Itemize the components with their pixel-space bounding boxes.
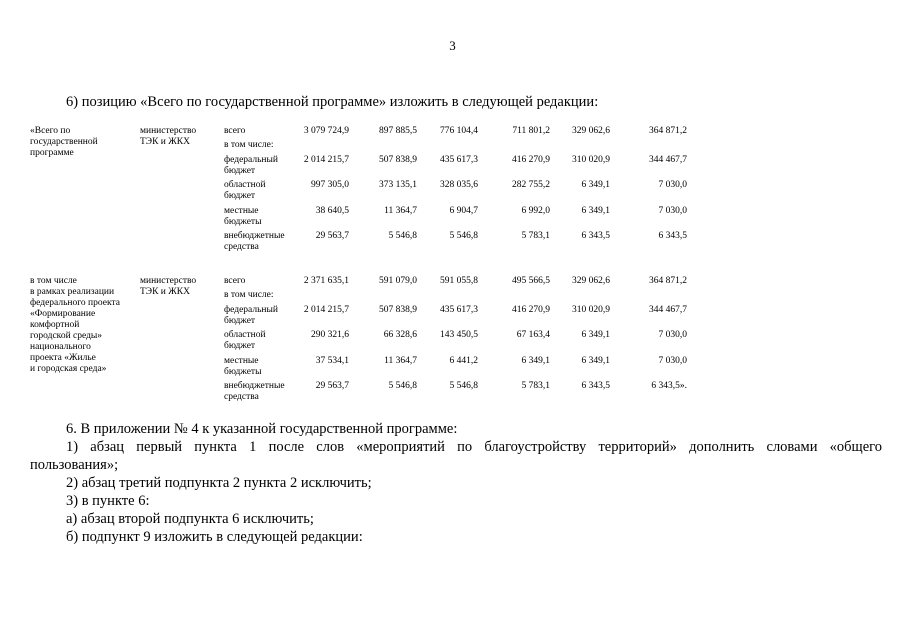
paragraph-subitem-b: б) подпункт 9 изложить в следующей редакции: (66, 529, 363, 545)
row-label: областной бюджет (224, 180, 266, 201)
value-cell: 328 035,6 (440, 180, 478, 190)
value-cell: 7 030,0 (658, 330, 687, 340)
row-label: всего (224, 276, 246, 286)
table-row (224, 231, 724, 255)
value-cell: 7 030,0 (658, 180, 687, 190)
intro-paragraph: 6) позицию «Всего по государственной программе» изложить в следующей редакции: (66, 94, 599, 110)
paragraph-subitem-2: 2) абзац третий подпункта 2 пункта 2 исключить; (66, 475, 372, 491)
row-label: в том числе: (224, 140, 274, 150)
value-cell: 997 305,0 (311, 180, 349, 190)
value-cell: 344 467,7 (649, 155, 687, 165)
row-label: местные бюджеты (224, 356, 262, 377)
value-cell: 591 079,0 (379, 276, 417, 286)
value-cell: 711 801,2 (512, 126, 550, 136)
value-cell: 344 467,7 (649, 305, 687, 315)
value-cell: 66 328,6 (383, 330, 417, 340)
table-row (224, 206, 724, 230)
row-label: федеральный бюджет (224, 305, 278, 326)
value-cell: 6 349,1 (521, 356, 550, 366)
value-cell: 6 992,0 (521, 206, 550, 216)
value-cell: 329 062,6 (572, 276, 610, 286)
value-cell: 6 441,2 (449, 356, 478, 366)
value-cell: 329 062,6 (572, 126, 610, 136)
program-name-cell: в том числе в рамках реализации федерального проекта «Формирование комфортной городской среды» национального проекта «Жилье и городская среда» (30, 276, 120, 374)
value-cell: 6 343,5 (581, 381, 610, 391)
value-cell: 37 534,1 (315, 356, 349, 366)
row-label: в том числе: (224, 290, 274, 300)
table-row (224, 381, 724, 405)
paragraph-subitem-1-line2: пользования»; (30, 457, 119, 473)
table-row (224, 356, 724, 380)
value-cell: 6 343,5 (581, 231, 610, 241)
value-cell: 6 343,5 (658, 231, 687, 241)
value-cell: 11 364,7 (384, 206, 417, 216)
paragraph-item-6: 6. В приложении № 4 к указанной государственной программе: (66, 421, 458, 437)
paragraph-subitem-3: 3) в пункте 6: (66, 493, 150, 509)
page-number: 3 (449, 38, 456, 53)
row-label: местные бюджеты (224, 206, 262, 227)
row-label: внебюджетные средства (224, 231, 285, 252)
value-cell: 6 349,1 (581, 356, 610, 366)
value-cell: 3 079 724,9 (303, 126, 349, 136)
value-cell: 310 020,9 (572, 155, 610, 165)
value-cell: 364 871,2 (649, 276, 687, 286)
value-cell: 6 349,1 (581, 330, 610, 340)
value-cell: 38 640,5 (315, 206, 349, 216)
program-name-cell: «Всего по государственной программе (30, 126, 98, 158)
value-cell: 29 563,7 (315, 381, 349, 391)
row-label: всего (224, 126, 246, 136)
value-cell: 591 055,8 (440, 276, 478, 286)
value-cell: 897 885,5 (379, 126, 417, 136)
table-row (224, 330, 724, 354)
value-cell: 5 783,1 (521, 381, 550, 391)
value-cell: 2 014 215,7 (303, 305, 349, 315)
value-cell: 373 135,1 (379, 180, 417, 190)
executor-cell: министерство ТЭК и ЖКХ (140, 276, 197, 297)
value-cell: 5 783,1 (521, 231, 550, 241)
value-cell: 6 349,1 (581, 206, 610, 216)
value-cell: 776 104,4 (440, 126, 478, 136)
value-cell: 282 755,2 (512, 180, 550, 190)
table-row (224, 180, 724, 204)
paragraph-subitem-a: а) абзац второй подпункта 6 исключить; (66, 511, 314, 527)
value-cell: 7 030,0 (658, 206, 687, 216)
value-cell: 435 617,3 (440, 155, 478, 165)
value-cell: 2 014 215,7 (303, 155, 349, 165)
value-cell: 5 546,8 (449, 231, 478, 241)
value-cell: 11 364,7 (384, 356, 417, 366)
value-cell: 416 270,9 (512, 155, 550, 165)
value-cell: 143 450,5 (440, 330, 478, 340)
row-label: областной бюджет (224, 330, 266, 351)
value-cell: 495 566,5 (512, 276, 550, 286)
value-cell: 2 371 635,1 (303, 276, 349, 286)
value-cell: 364 871,2 (649, 126, 687, 136)
value-cell: 6 343,5». (651, 381, 687, 391)
value-cell: 435 617,3 (440, 305, 478, 315)
executor-cell: министерство ТЭК и ЖКХ (140, 126, 197, 147)
value-cell: 5 546,8 (449, 381, 478, 391)
table-row (224, 155, 724, 179)
table-row (224, 305, 724, 329)
value-cell: 290 321,6 (311, 330, 349, 340)
value-cell: 6 349,1 (581, 180, 610, 190)
value-cell: 7 030,0 (658, 356, 687, 366)
paragraph-subitem-1-line1: 1) абзац первый пункта 1 после слов «мероприятий по благоустройству территорий» дополнить словами «общего (66, 439, 882, 455)
value-cell: 29 563,7 (315, 231, 349, 241)
value-cell: 416 270,9 (512, 305, 550, 315)
value-cell: 5 546,8 (388, 381, 417, 391)
value-cell: 5 546,8 (388, 231, 417, 241)
row-label: внебюджетные средства (224, 381, 285, 402)
value-cell: 507 838,9 (379, 305, 417, 315)
value-cell: 67 163,4 (516, 330, 550, 340)
value-cell: 310 020,9 (572, 305, 610, 315)
row-label: федеральный бюджет (224, 155, 278, 176)
value-cell: 507 838,9 (379, 155, 417, 165)
value-cell: 6 904,7 (449, 206, 478, 216)
